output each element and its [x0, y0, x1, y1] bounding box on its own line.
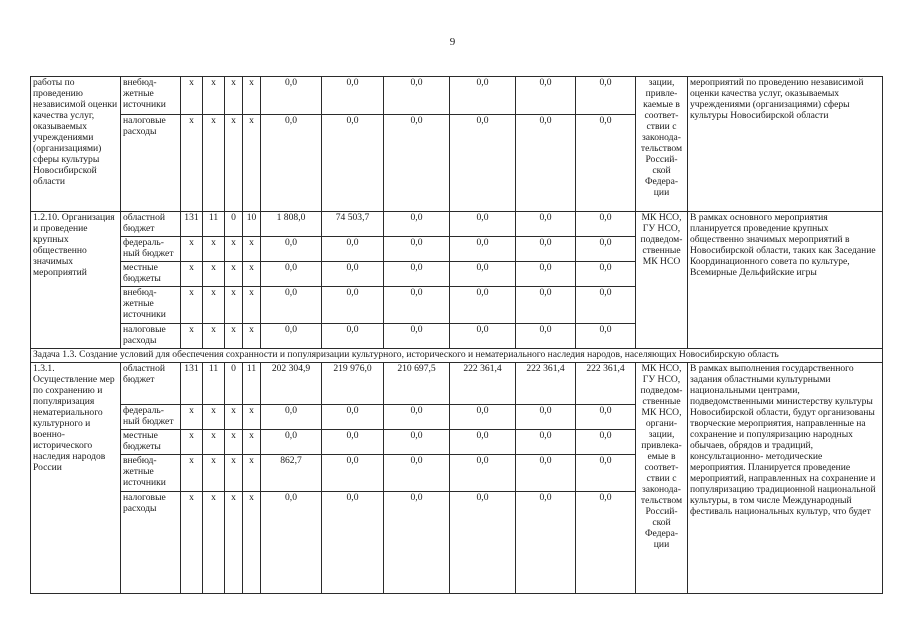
amount-cell: 0,0 — [516, 324, 576, 349]
budget-code: x — [203, 492, 225, 594]
budget-code: x — [243, 405, 261, 430]
amount-cell: 0,0 — [322, 77, 384, 115]
budget-code: x — [203, 324, 225, 349]
amount-cell: 0,0 — [322, 237, 384, 262]
budget-code: x — [203, 287, 225, 324]
amount-cell: 202 304,9 — [261, 363, 322, 405]
amount-cell: 0,0 — [516, 455, 576, 492]
amount-cell: 0,0 — [384, 287, 450, 324]
amount-cell: 0,0 — [516, 262, 576, 287]
expected-result: В рамках выполнения государственного задания областными культурными национальными центрами, подведомственными министерству культуры Новосибирской области, будут организованы творческие мероприятия, направленные на сохранение и популяризацию народных обычаев, обрядов и традиций, консультационно- методические мероприятия. Планируется проведение мероприятий, направленных на сохранение и популяризацию традиционной национальной культуры, в том числе Международный фестиваль национальных культур, что будет — [688, 363, 883, 594]
task-heading: Задача 1.3. Создание условий для обеспечения сохранности и популяризации культурного, исторического и нематериального наследия народов, населяющих Новосибирскую область — [31, 349, 883, 363]
amount-cell: 0,0 — [450, 324, 516, 349]
amount-cell: 0,0 — [261, 492, 322, 594]
table-row — [31, 77, 883, 115]
funding-source: налоговые расходы — [121, 324, 181, 349]
amount-cell: 0,0 — [450, 430, 516, 455]
measure-name: 1.2.10. Организация и проведение крупных общественно значимых мероприятий — [31, 212, 121, 349]
amount-cell: 0,0 — [450, 262, 516, 287]
budget-code: 11 — [203, 363, 225, 405]
table-row — [31, 212, 883, 237]
amount-cell: 222 361,4 — [450, 363, 516, 405]
executor: зации, привле- каемые в соответ- ствии с законода- тельством Россий- ской Федера- ции — [636, 77, 688, 212]
funding-source: местные бюджеты — [121, 262, 181, 287]
budget-code: x — [225, 262, 243, 287]
budget-code: x — [181, 455, 203, 492]
amount-cell: 0,0 — [450, 115, 516, 212]
budget-code: x — [203, 115, 225, 212]
amount-cell: 0,0 — [384, 492, 450, 594]
budget-code: 131 — [181, 363, 203, 405]
amount-cell: 0,0 — [261, 115, 322, 212]
funding-source: областной бюджет — [121, 363, 181, 405]
amount-cell: 0,0 — [322, 405, 384, 430]
measure-name: работы по проведению независимой оценки качества услуг, оказываемых учреждениями (организациями) сферы культуры Новосибирской области — [31, 77, 121, 212]
table-row — [31, 363, 883, 405]
expected-result: В рамках основного мероприятия планируется проведение крупных общественно значимых мероприятий в Новосибирской области, таких как Заседание Координационного совета по культуре, Всемирные Дельфийские игры — [688, 212, 883, 349]
amount-cell: 0,0 — [322, 430, 384, 455]
amount-cell: 0,0 — [384, 77, 450, 115]
amount-cell: 0,0 — [576, 115, 636, 212]
amount-cell: 0,0 — [384, 212, 450, 237]
amount-cell: 0,0 — [576, 212, 636, 237]
budget-code: 131 — [181, 212, 203, 237]
budget-code: x — [181, 287, 203, 324]
budget-code: x — [225, 115, 243, 212]
budget-code: x — [181, 77, 203, 115]
amount-cell: 0,0 — [450, 287, 516, 324]
amount-cell: 0,0 — [450, 212, 516, 237]
amount-cell: 0,0 — [516, 115, 576, 212]
amount-cell: 0,0 — [516, 405, 576, 430]
budget-code: x — [225, 324, 243, 349]
measure-name: 1.3.1. Осуществление мер по сохранению и популяризация нематериального культурного и военно- исторического наследия народов России — [31, 363, 121, 594]
amount-cell: 0,0 — [384, 115, 450, 212]
amount-cell: 0,0 — [322, 492, 384, 594]
page-number: 9 — [449, 36, 456, 48]
amount-cell: 0,0 — [261, 237, 322, 262]
budget-code: x — [243, 115, 261, 212]
amount-cell: 0,0 — [576, 237, 636, 262]
amount-cell: 862,7 — [261, 455, 322, 492]
funding-source: налоговые расходы — [121, 492, 181, 594]
budget-code: x — [203, 237, 225, 262]
funding-source: федераль- ный бюджет — [121, 405, 181, 430]
amount-cell: 0,0 — [450, 237, 516, 262]
funding-source: федераль- ный бюджет — [121, 237, 181, 262]
budget-code: x — [225, 287, 243, 324]
budget-code: x — [181, 324, 203, 349]
budget-code: x — [243, 287, 261, 324]
amount-cell: 0,0 — [384, 262, 450, 287]
amount-cell: 74 503,7 — [322, 212, 384, 237]
executor: МК НСО, ГУ НСО, подведом- ственные МК НСО, органи- зации, привлека- емые в соответ- ствии с законода- тельством Россий- ской Федера- ции — [636, 363, 688, 594]
funding-source: внебюд- жетные источники — [121, 77, 181, 115]
amount-cell: 0,0 — [576, 324, 636, 349]
amount-cell: 0,0 — [576, 430, 636, 455]
amount-cell: 0,0 — [516, 212, 576, 237]
expected-result: мероприятий по проведению независимой оценки качества услуг, оказываемых учреждениями (организациями) сферы культуры Новосибирской области — [688, 77, 883, 212]
funding-source: областной бюджет — [121, 212, 181, 237]
budget-code: x — [225, 77, 243, 115]
budget-code: x — [181, 115, 203, 212]
amount-cell: 0,0 — [322, 287, 384, 324]
budget-code: x — [181, 430, 203, 455]
amount-cell: 0,0 — [384, 405, 450, 430]
amount-cell: 1 808,0 — [261, 212, 322, 237]
amount-cell: 0,0 — [261, 287, 322, 324]
budget-code: x — [181, 405, 203, 430]
amount-cell: 0,0 — [450, 492, 516, 594]
amount-cell: 0,0 — [261, 262, 322, 287]
budget-code: x — [181, 262, 203, 287]
amount-cell: 0,0 — [576, 405, 636, 430]
budget-code: x — [243, 455, 261, 492]
amount-cell: 0,0 — [576, 262, 636, 287]
amount-cell: 0,0 — [576, 492, 636, 594]
budget-code: x — [203, 262, 225, 287]
program-measures-table — [30, 76, 883, 594]
budget-code: x — [203, 77, 225, 115]
budget-code: x — [203, 455, 225, 492]
budget-code: x — [225, 405, 243, 430]
funding-source: местные бюджеты — [121, 430, 181, 455]
budget-code: x — [243, 262, 261, 287]
budget-code: 11 — [203, 212, 225, 237]
amount-cell: 0,0 — [384, 455, 450, 492]
amount-cell: 0,0 — [576, 77, 636, 115]
budget-code: x — [181, 492, 203, 594]
amount-cell: 0,0 — [261, 324, 322, 349]
budget-code: 0 — [225, 212, 243, 237]
executor: МК НСО, ГУ НСО, подведом- ственные МК НСО — [636, 212, 688, 349]
budget-code: x — [225, 455, 243, 492]
budget-code: x — [203, 405, 225, 430]
budget-code: x — [203, 430, 225, 455]
budget-code: 11 — [243, 363, 261, 405]
task-row — [31, 349, 883, 363]
budget-code: x — [181, 237, 203, 262]
amount-cell: 0,0 — [322, 455, 384, 492]
budget-code: x — [225, 237, 243, 262]
budget-code: x — [243, 492, 261, 594]
amount-cell: 222 361,4 — [576, 363, 636, 405]
amount-cell: 0,0 — [384, 324, 450, 349]
amount-cell: 222 361,4 — [516, 363, 576, 405]
amount-cell: 0,0 — [322, 115, 384, 212]
amount-cell: 0,0 — [516, 430, 576, 455]
amount-cell: 219 976,0 — [322, 363, 384, 405]
budget-code: 10 — [243, 212, 261, 237]
amount-cell: 0,0 — [261, 405, 322, 430]
amount-cell: 0,0 — [322, 324, 384, 349]
amount-cell: 210 697,5 — [384, 363, 450, 405]
amount-cell: 0,0 — [576, 287, 636, 324]
amount-cell: 0,0 — [516, 77, 576, 115]
amount-cell: 0,0 — [450, 77, 516, 115]
funding-source: внебюд- жетные источники — [121, 287, 181, 324]
amount-cell: 0,0 — [516, 237, 576, 262]
budget-code: x — [243, 430, 261, 455]
amount-cell: 0,0 — [261, 430, 322, 455]
budget-code: x — [243, 237, 261, 262]
amount-cell: 0,0 — [322, 262, 384, 287]
funding-source: налоговые расходы — [121, 115, 181, 212]
amount-cell: 0,0 — [516, 287, 576, 324]
amount-cell: 0,0 — [450, 405, 516, 430]
amount-cell: 0,0 — [384, 430, 450, 455]
amount-cell: 0,0 — [516, 492, 576, 594]
budget-code: x — [243, 77, 261, 115]
funding-source: внебюд- жетные источники — [121, 455, 181, 492]
amount-cell: 0,0 — [261, 77, 322, 115]
budget-code: 0 — [225, 363, 243, 405]
amount-cell: 0,0 — [576, 455, 636, 492]
budget-code: x — [243, 324, 261, 349]
budget-code: x — [225, 492, 243, 594]
amount-cell: 0,0 — [450, 455, 516, 492]
amount-cell: 0,0 — [384, 237, 450, 262]
budget-code: x — [225, 430, 243, 455]
